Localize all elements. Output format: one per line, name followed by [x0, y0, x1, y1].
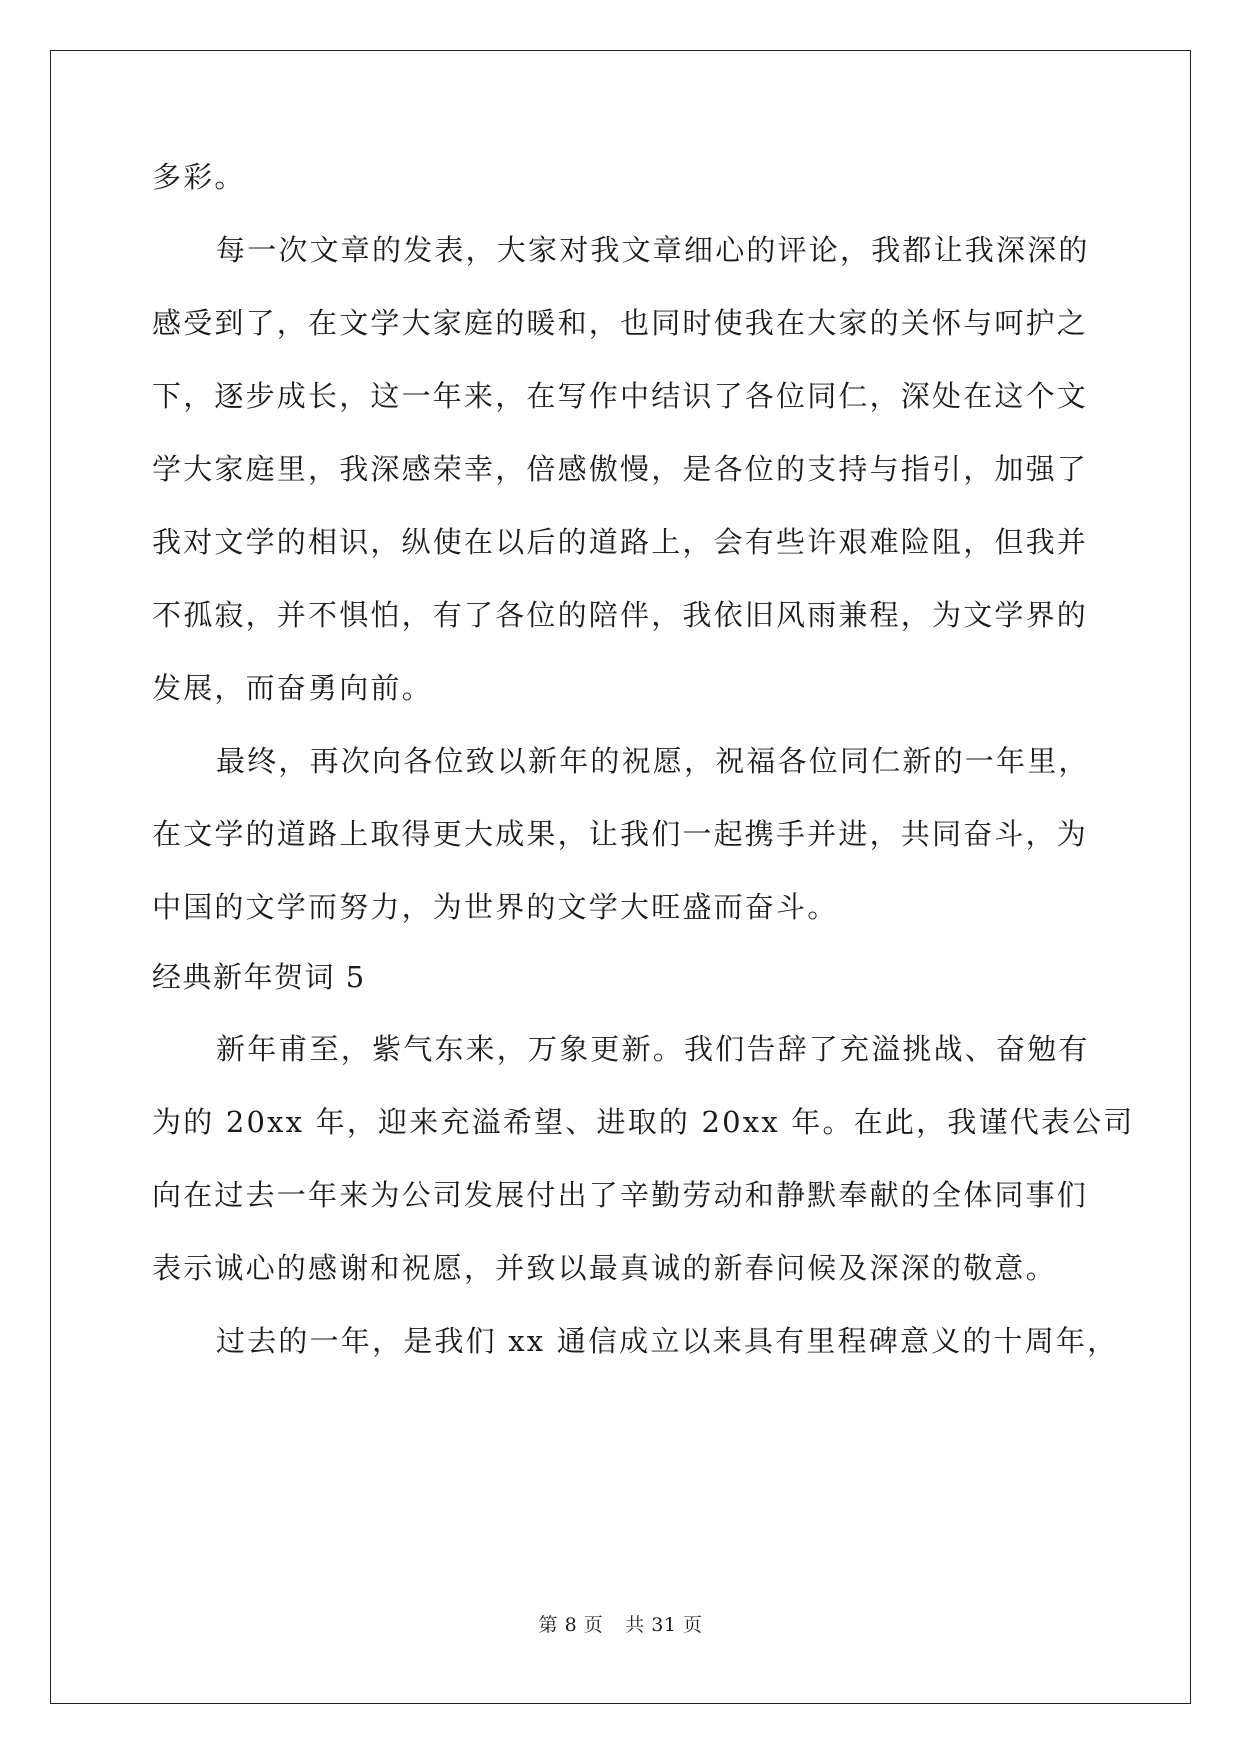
text-line: 下，逐步成长，这一年来，在写作中结识了各位同仁，深处在这个文	[152, 379, 1089, 413]
paragraph-first-line: 每一次文章的发表，大家对我文章细心的评论，我都让我深深的	[216, 233, 1090, 267]
text-line: 我对文学的相识，纵使在以后的道路上，会有些许艰难险阻，但我并	[152, 525, 1089, 559]
text-line: 在文学的道路上取得更大成果，让我们一起携手并进，共同奋斗，为	[152, 817, 1089, 851]
text-line: 学大家庭里，我深感荣幸，倍感傲慢，是各位的支持与指引，加强了	[152, 452, 1089, 486]
page-total: 共 31 页	[625, 1614, 703, 1636]
page-footer	[0, 1610, 1241, 1637]
text-line: 表示诚心的感谢和祝愿，并致以最真诚的新春问候及深深的敬意。	[152, 1251, 1057, 1285]
paragraph-first-line: 最终，再次向各位致以新年的祝愿，祝福各位同仁新的一年里，	[216, 744, 1090, 778]
paragraph-first-line: 过去的一年，是我们 xx 通信成立以来具有里程碑意义的十周年，	[216, 1324, 1119, 1358]
page-border	[50, 50, 1191, 1704]
text-line: 中国的文学而努力，为世界的文学大旺盛而奋斗。	[152, 890, 839, 924]
text-line: 不孤寂，并不惧怕，有了各位的陪伴，我依旧风雨兼程，为文学界的	[152, 598, 1089, 632]
text-line: 多彩。	[152, 160, 246, 194]
section-heading: 经典新年贺词 5	[152, 960, 366, 994]
text-line: 发展，而奋勇向前。	[152, 671, 433, 705]
text-line: 为的 20xx 年，迎来充溢希望、进取的 20xx 年。在此，我谨代表公司	[152, 1105, 1135, 1139]
page-number: 第 8 页	[538, 1614, 604, 1636]
text-line: 感受到了，在文学大家庭的暖和，也同时使我在大家的关怀与呵护之	[152, 306, 1089, 340]
text-line: 向在过去一年来为公司发展付出了辛勤劳动和静默奉献的全体同事们	[152, 1178, 1089, 1212]
paragraph-first-line: 新年甫至，紫气东来，万象更新。我们告辞了充溢挑战、奋勉有	[216, 1032, 1090, 1066]
